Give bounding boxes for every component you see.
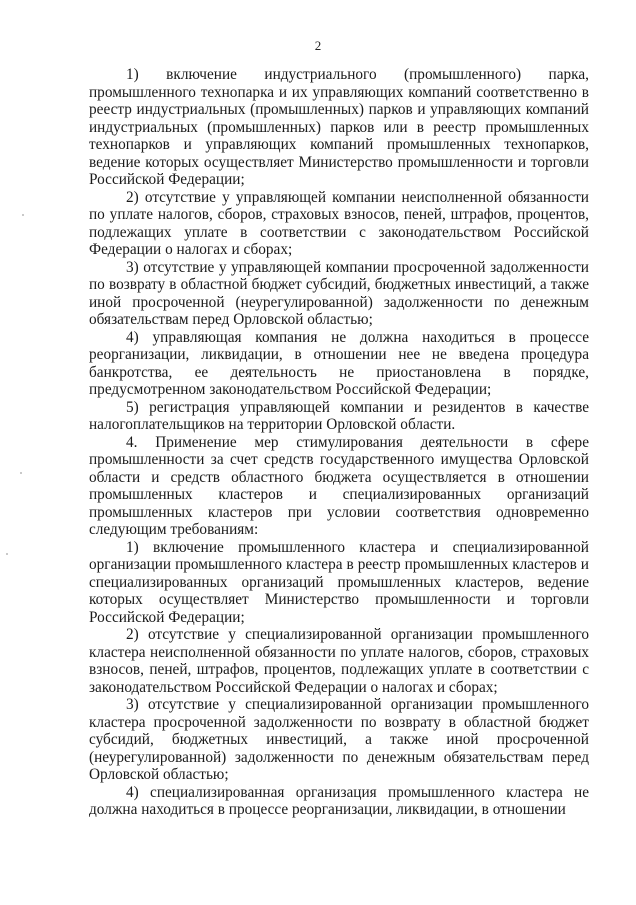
scan-artifact-mark xyxy=(6,553,8,555)
paragraph-item-4: 4) управляющая компания не должна находиться в процессе реорганизации, ликвидации, в отношении нее не введена процедура банкротства, ее деятельность не приостановлена в порядке, предусмотренном законодательством Российской Федерации; xyxy=(89,328,589,398)
scan-artifact-mark xyxy=(20,472,22,474)
paragraph-cluster-item-4: 4) специализированная организация промышленного кластера не должна находиться в процессе реорганизации, ликвидации, в отношении xyxy=(89,783,589,818)
paragraph-item-1: 1) включение индустриального (промышленного) парка, промышленного технопарка и их управляющих компаний соответственно в реестр индустриальных (промышленных) парков и управляющих компаний индустриальных (промышленных) парков или в реестр промышленных технопарков и управляющих компаний промышленных технопарков, ведение которых осуществляет Министерство промышленности и торговли Российской Федерации; xyxy=(89,66,589,188)
paragraph-item-3: 3) отсутствие у управляющей компании просроченной задолженности по возврату в областной бюджет субсидий, бюджетных инвестиций, а также иной просроченной (неурегулированной) задолженности по денежным обязательствам перед Орловской областью; xyxy=(89,258,589,328)
paragraph-item-2: 2) отсутствие у управляющей компании неисполненной обязанности по уплате налогов, сборов, страховых взносов, пеней, штрафов, процентов, подлежащих уплате в соответствии с законодательством Российской Федерации о налогах и сборах; xyxy=(89,188,589,258)
page-number: 2 xyxy=(314,38,322,53)
paragraph-item-5: 5) регистрация управляющей компании и резидентов в качестве налогоплательщиков на территории Орловской области. xyxy=(89,398,589,433)
paragraph-cluster-item-3: 3) отсутствие у специализированной организации промышленного кластера просроченной задолженности по возврату в областной бюджет субсидий, бюджетных инвестиций, а также иной просроченной (неурегулированной) задолженности по денежным обязательствам перед Орловской областью; xyxy=(89,696,589,783)
paragraph-section-4: 4. Применение мер стимулирования деятельности в сфере промышленности за счет средств государственного имущества Орловской области и средств областного бюджета осуществляется в отношении промышленных кластеров и специализированных организаций промышленных кластеров при условии соответствия одновременно следующим требованиям: xyxy=(89,433,589,538)
document-body xyxy=(89,66,589,819)
paragraph-cluster-item-2: 2) отсутствие у специализированной организации промышленного кластера неисполненной обязанности по уплате налогов, сборов, страховых взносов, пеней, штрафов, процентов, подлежащих уплате в соответствии с законодательством Российской Федерации о налогах и сборах; xyxy=(89,626,589,696)
paragraph-cluster-item-1: 1) включение промышленного кластера и специализированной организации промышленного кластера в реестр промышленных кластеров и специализированных организаций промышленных кластеров, ведение которых осуществляет Министерство промышленности и торговли Российской Федерации; xyxy=(89,538,589,626)
scan-artifact-mark xyxy=(22,214,24,216)
